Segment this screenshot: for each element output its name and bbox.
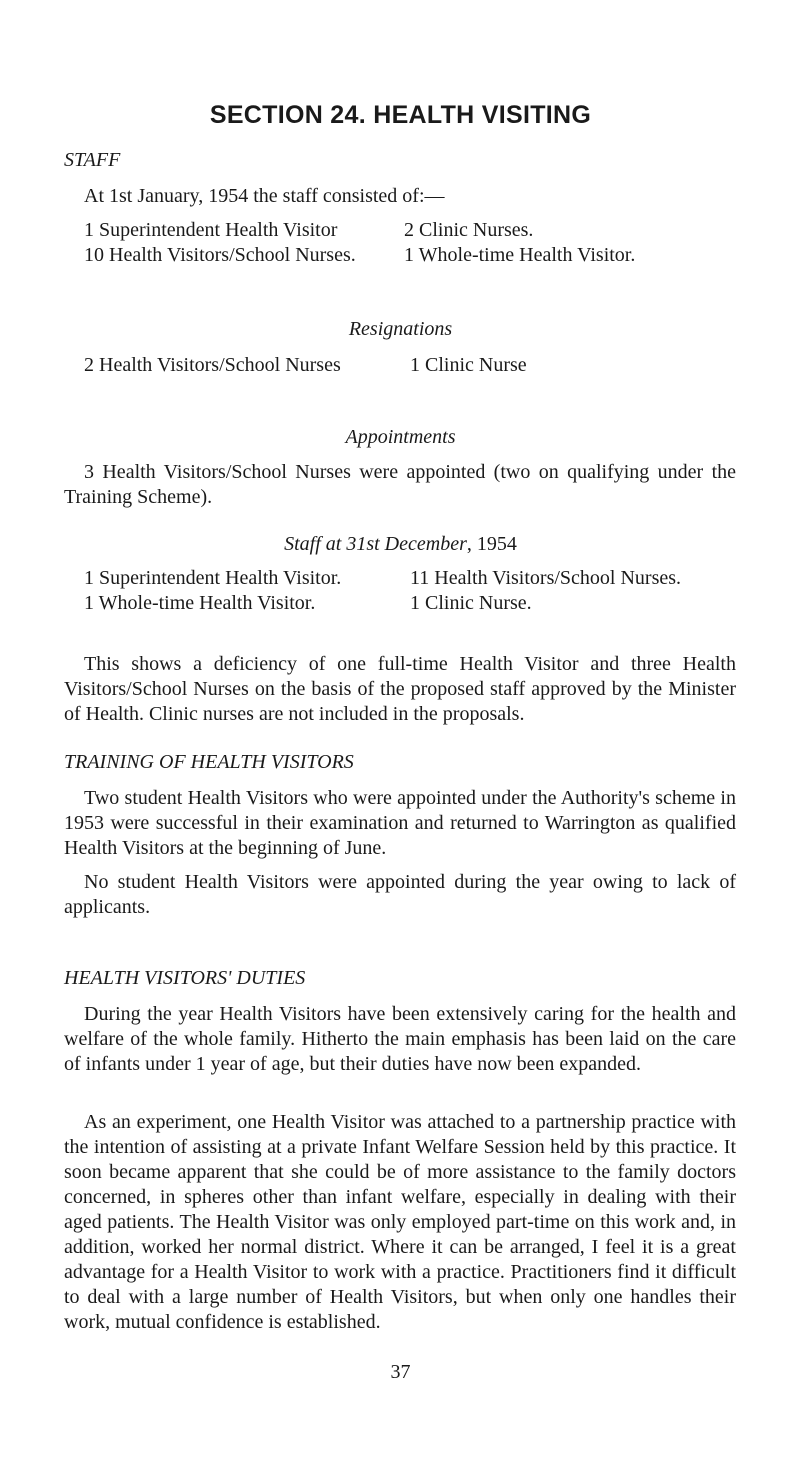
- december-row2-right: 1 Clinic Nurse.: [410, 592, 532, 614]
- duties-paragraph-1: During the year Health Visitors have been extensively caring for the health and welfare of the whole family. Hitherto the main emphasis has been laid on the care of infants under 1 year of age, but their duties have now been expanded.: [64, 1003, 736, 1075]
- section-title: SECTION 24. HEALTH VISITING: [209, 101, 592, 129]
- staff-heading: STAFF: [64, 149, 121, 171]
- resignations-right: 1 Clinic Nurse: [410, 354, 527, 376]
- appointments-heading: Appointments: [345, 426, 456, 448]
- duties-heading: HEALTH VISITORS' DUTIES: [64, 967, 306, 989]
- resignations-left: 2 Health Visitors/School Nurses: [84, 354, 341, 376]
- staff-row1-left: 1 Superintendent Health Visitor: [84, 219, 338, 241]
- resignations-heading: Resignations: [348, 318, 453, 340]
- training-paragraph-1: Two student Health Visitors who were appointed under the Authority's scheme in 1953 were successful in their examination and returned to Warrington as qualified Health Visitors at the beginning of June.: [64, 787, 736, 859]
- december-row1-right: 11 Health Visitors/School Nurses.: [410, 567, 682, 589]
- december-row2-left: 1 Whole-time Health Visitor.: [84, 592, 316, 614]
- training-heading: TRAINING OF HEALTH VISITORS: [64, 751, 354, 773]
- duties-paragraph-2: As an experiment, one Health Visitor was attached to a partnership practice with the intention of assisting at a private Infant Welfare Session held by this practice. It soon became apparent that she could be of more assistance to the family doctors concerned, in spheres other than infant welfare, especially in dealing with their aged patients. The Health Visitor was only employed part-time on this work and, in addition, worked her normal district. Where it can be arranged, I feel it is a great advantage for a Health Visitor to work with a practice. Practitioners find it difficult to deal with a large number of Health Visitors, but when only one handles their work, mutual confidence is established.: [64, 1111, 736, 1333]
- staff-intro: At 1st January, 1954 the staff consisted of:—: [84, 185, 445, 207]
- staff-row2-right: 1 Whole-time Health Visitor.: [404, 244, 636, 266]
- page-number: 37: [390, 1361, 411, 1383]
- staff-december-heading: Staff at 31st December, 1954: [284, 533, 517, 555]
- deficiency-text: This shows a deficiency of one full-time Health Visitor and three Health Visitors/School Nurses on the basis of the proposed staff approved by the Minister of Health. Clinic nurses are not included in the proposals.: [64, 653, 736, 725]
- december-row1-left: 1 Superintendent Health Visitor.: [84, 567, 342, 589]
- training-paragraph-2: No student Health Visitors were appointed during the year owing to lack of applicants.: [64, 871, 736, 918]
- appointments-text: 3 Health Visitors/School Nurses were appointed (two on qualifying under the Training Scheme).: [64, 461, 736, 508]
- staff-row2-left: 10 Health Visitors/School Nurses.: [84, 244, 356, 266]
- staff-row1-right: 2 Clinic Nurses.: [404, 219, 534, 241]
